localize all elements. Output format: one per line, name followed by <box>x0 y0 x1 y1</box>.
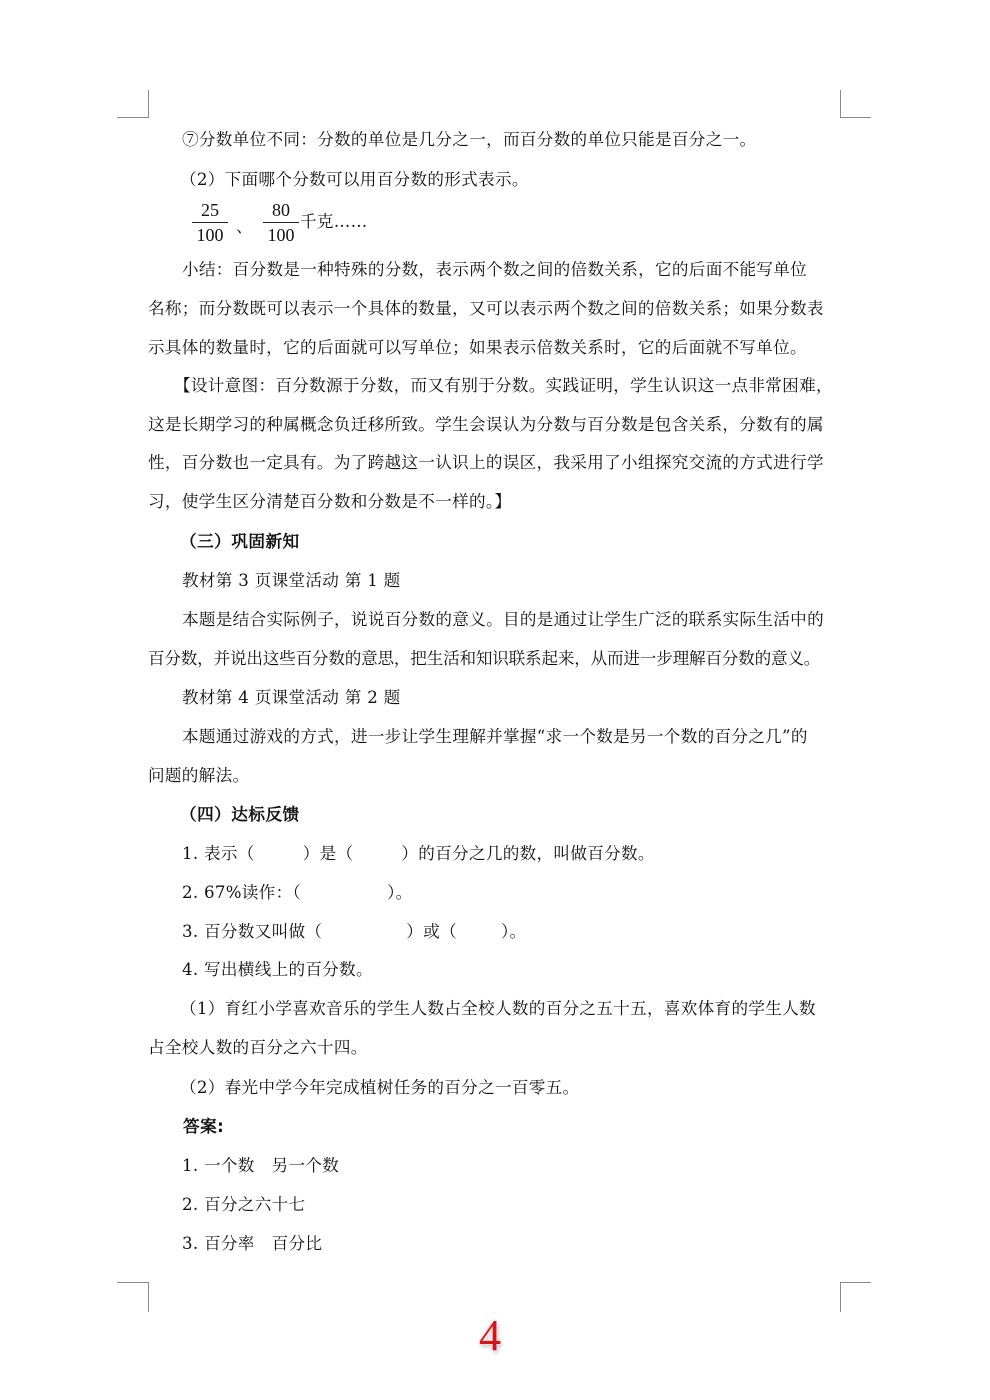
answer-item: 3. 百分率 百分比 <box>182 1234 323 1253</box>
crop-mark-top-right <box>840 90 871 118</box>
q3-part-b: ）或（ <box>406 922 457 941</box>
q3-part-c: ）。 <box>500 922 527 941</box>
crop-mark-bottom-left <box>117 1282 149 1312</box>
activity-2-line: 问题的解法。 <box>148 766 250 785</box>
design-intent-line: 习，使学生区分清楚百分数和分数是不一样的。】 <box>148 492 512 511</box>
q1-part-a: 1. 表示（ <box>182 844 255 863</box>
feedback-question-1 <box>182 843 655 865</box>
point-7-text: ⑦分数单位不同：分数的单位是几分之一，而百分数的单位只能是百分之一。 <box>182 130 757 149</box>
feedback-question-4: 4. 写出横线上的百分数。 <box>182 960 373 979</box>
page-number: 4 <box>479 1311 501 1360</box>
crop-mark-bottom-right <box>840 1282 871 1312</box>
q1-part-c: ）的百分之几的数，叫做百分数。 <box>401 844 655 863</box>
fraction-numerator: 80 <box>272 200 290 220</box>
question-4-sub-1-line: （1）育红小学喜欢音乐的学生人数占全校人数的百分之五十五，喜欢体育的学生人数 <box>180 999 816 1018</box>
question-4-sub-2: （2）春光中学今年完成植树任务的百分之一百零五。 <box>180 1078 580 1097</box>
q2-part-b: ）。 <box>387 883 413 902</box>
fraction-bar <box>192 222 228 223</box>
design-intent-line: 【设计意图：百分数源于分数，而又有别于分数。实践证明，学生认识这一点非常困难， <box>174 376 833 395</box>
section-3-heading: （三）巩固新知 <box>180 532 300 551</box>
fraction-80-100 <box>263 199 299 246</box>
summary-line: 示具体的数量时，它的后面就可以写单位；如果表示倍数关系时，它的后面就不写单位。 <box>148 338 807 357</box>
feedback-question-2 <box>182 882 413 904</box>
activity-2-line: 本题通过游戏的方式，进一步让学生理解并掌握“求一个数是另一个数的百分之几”的 <box>182 727 808 746</box>
crop-mark-top-left <box>117 90 149 118</box>
fraction-denominator: 100 <box>196 225 224 245</box>
q1-part-b: ）是（ <box>302 844 354 863</box>
fraction-denominator: 100 <box>267 225 295 245</box>
fraction-unit-suffix: 千克…… <box>300 212 368 231</box>
summary-line: 名称；而分数既可以表示一个具体的数量，又可以表示两个数之间的倍数关系；如果分数表 <box>148 299 824 318</box>
section-4-heading: （四）达标反馈 <box>180 805 300 824</box>
activity-2-title: 教材第 4 页课堂活动 第 2 题 <box>182 688 401 707</box>
q3-part-a: 3. 百分数又叫做（ <box>182 922 323 941</box>
q2-part-a: 2. 67%读作：（ <box>182 883 302 902</box>
summary-line: 小结：百分数是一种特殊的分数，表示两个数之间的倍数关系，它的后面不能写单位 <box>182 260 808 279</box>
fraction-25-100 <box>192 199 228 246</box>
answer-item: 1. 一个数 另一个数 <box>182 1156 340 1175</box>
answers-heading: 答案: <box>183 1117 225 1136</box>
activity-1-line: 本题是结合实际例子，说说百分数的意义。目的是通过让学生广泛的联系实际生活中的 <box>182 610 824 629</box>
question-4-sub-1-line: 占全校人数的百分之六十四。 <box>148 1038 368 1057</box>
fraction-numerator: 25 <box>201 200 219 220</box>
design-intent-line: 性，百分数也一定具有。为了跨越这一认识上的误区，我采用了小组探究交流的方式进行学 <box>148 453 824 472</box>
answer-item: 2. 百分之六十七 <box>182 1195 306 1214</box>
fraction-bar <box>263 222 299 223</box>
activity-1-title: 教材第 3 页课堂活动 第 1 题 <box>182 571 401 590</box>
design-intent-line: 这是长期学习的种属概念负迁移所致。学生会误认为分数与百分数是包含关系，分数有的属 <box>148 415 824 434</box>
feedback-question-3 <box>182 921 526 943</box>
activity-1-line: 百分数，并说出这些百分数的意思，把生活和知识联系起来，从而进一步理解百分数的意义。 <box>148 649 821 668</box>
question-2-text: （2）下面哪个分数可以用百分数的形式表示。 <box>180 170 529 189</box>
fraction-separator: 、 <box>236 217 253 236</box>
